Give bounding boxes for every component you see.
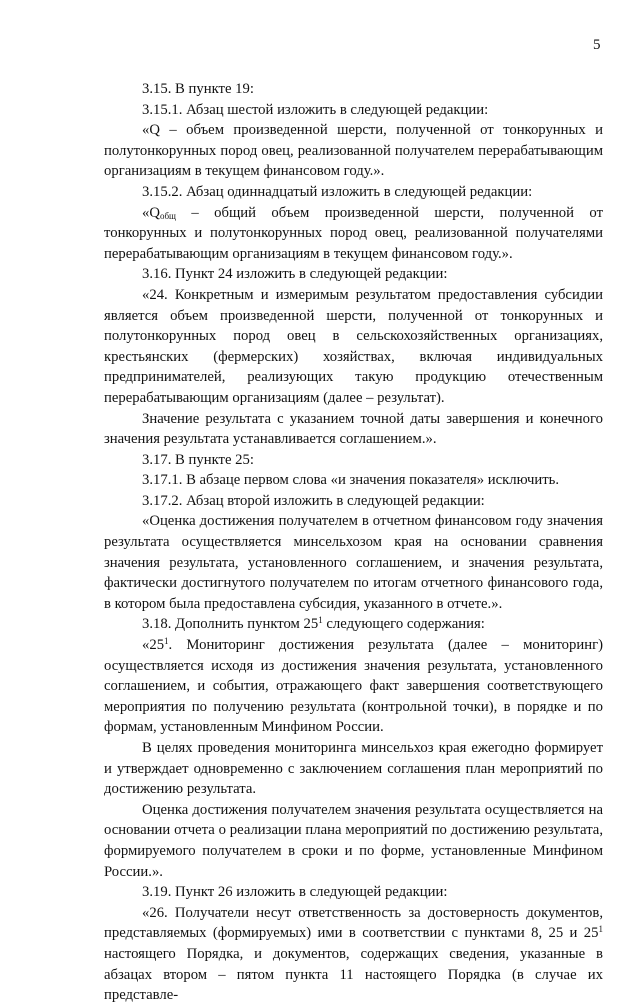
paragraph: «24. Конкретным и измеримым результатом предоставления субсидии является объем произведенной шерсти, полученной от тонкорунных и полутонкорунных пород овец в сельскохозяйственных организациях, крестьянских (фермерских) хозяйствах, включая индивидуальных предпринимателей, реализующих такую продукцию отечественным перерабатывающим организациям (далее – результат). [104,286,603,406]
paragraph: «26. Получатели несут ответственность за достоверность документов, представляемых (формируемых) ими в соответствии с пунктами 8, 25 и $25^1$ настоящего Порядка, и документов, содержащих сведения, указанные в абзацах втором – пятом пункта 11 настоящего Порядка (в случае их представле- [104,904,603,1004]
document-body [104,79,603,1006]
paragraph: «Q – объем произведенной шерсти, полученной от тонкорунных и полутонкорунных пород овец, реализованной получателем перерабатывающим организациям в текущем финансовом году.». [104,122,603,180]
paragraph: 3.17. В пункте 25: [142,451,254,468]
paragraph: 3.17.1. В абзаце первом слова «и значения показателя» исключить. [142,472,560,489]
paragraph: «$Q_{общ}$ – общий объем произведенной шерсти, полученной от тонкорунных и полутонкорунных пород овец, реализованной получателями перерабатывающим организациям в текущем финансовом году.». [104,204,603,262]
page-number: 5 [593,37,601,53]
paragraph: 3.19. Пункт 26 изложить в следующей редакции: [142,884,448,901]
paragraph: 3.16. Пункт 24 изложить в следующей редакции: [142,266,448,283]
paragraph: 3.17.2. Абзац второй изложить в следующей редакции: [142,492,485,509]
paragraph: Значение результата с указанием точной даты завершения и конечного значения результата устанавливается соглашением.». [104,410,603,448]
paragraph: 3.15.2. Абзац одиннадцатый изложить в следующей редакции: [142,183,533,200]
paragraph: «$25^1$. Мониторинг достижения результата (далее – мониторинг) осуществляется исходя из достижения значения результата, установленного соглашением, и события, отражающего факт завершения соответствующего мероприятия по получению результата (контрольной точки), в порядке и по формам, установленным Минфином России. [104,636,603,736]
paragraph: 3.15.1. Абзац шестой изложить в следующей редакции: [142,101,489,118]
paragraph: В целях проведения мониторинга минсельхоз края ежегодно формирует и утверждает одновременно с заключением соглашения план мероприятий по достижению результата. [104,740,603,798]
paragraph: Оценка достижения получателем значения результата осуществляется на основании отчета о реализации плана мероприятий по достижению результата, формируемого получателем в сроки и по форме, установленные Минфином России.». [104,801,603,880]
paragraph: «Оценка достижения получателем в отчетном финансовом году значения результата осуществляется минсельхозом края на основании сравнения значения результата, установленного соглашением, и значения результата, фактически достигнутого получателем по итогам отчетного финансового года, в котором была предоставлена субсидия, указанного в отчете.». [104,513,603,612]
paragraph: 3.18. Дополнить пунктом $25^1$ следующего содержания: [142,615,485,633]
paragraph: 3.15. В пункте 19: [142,81,254,97]
